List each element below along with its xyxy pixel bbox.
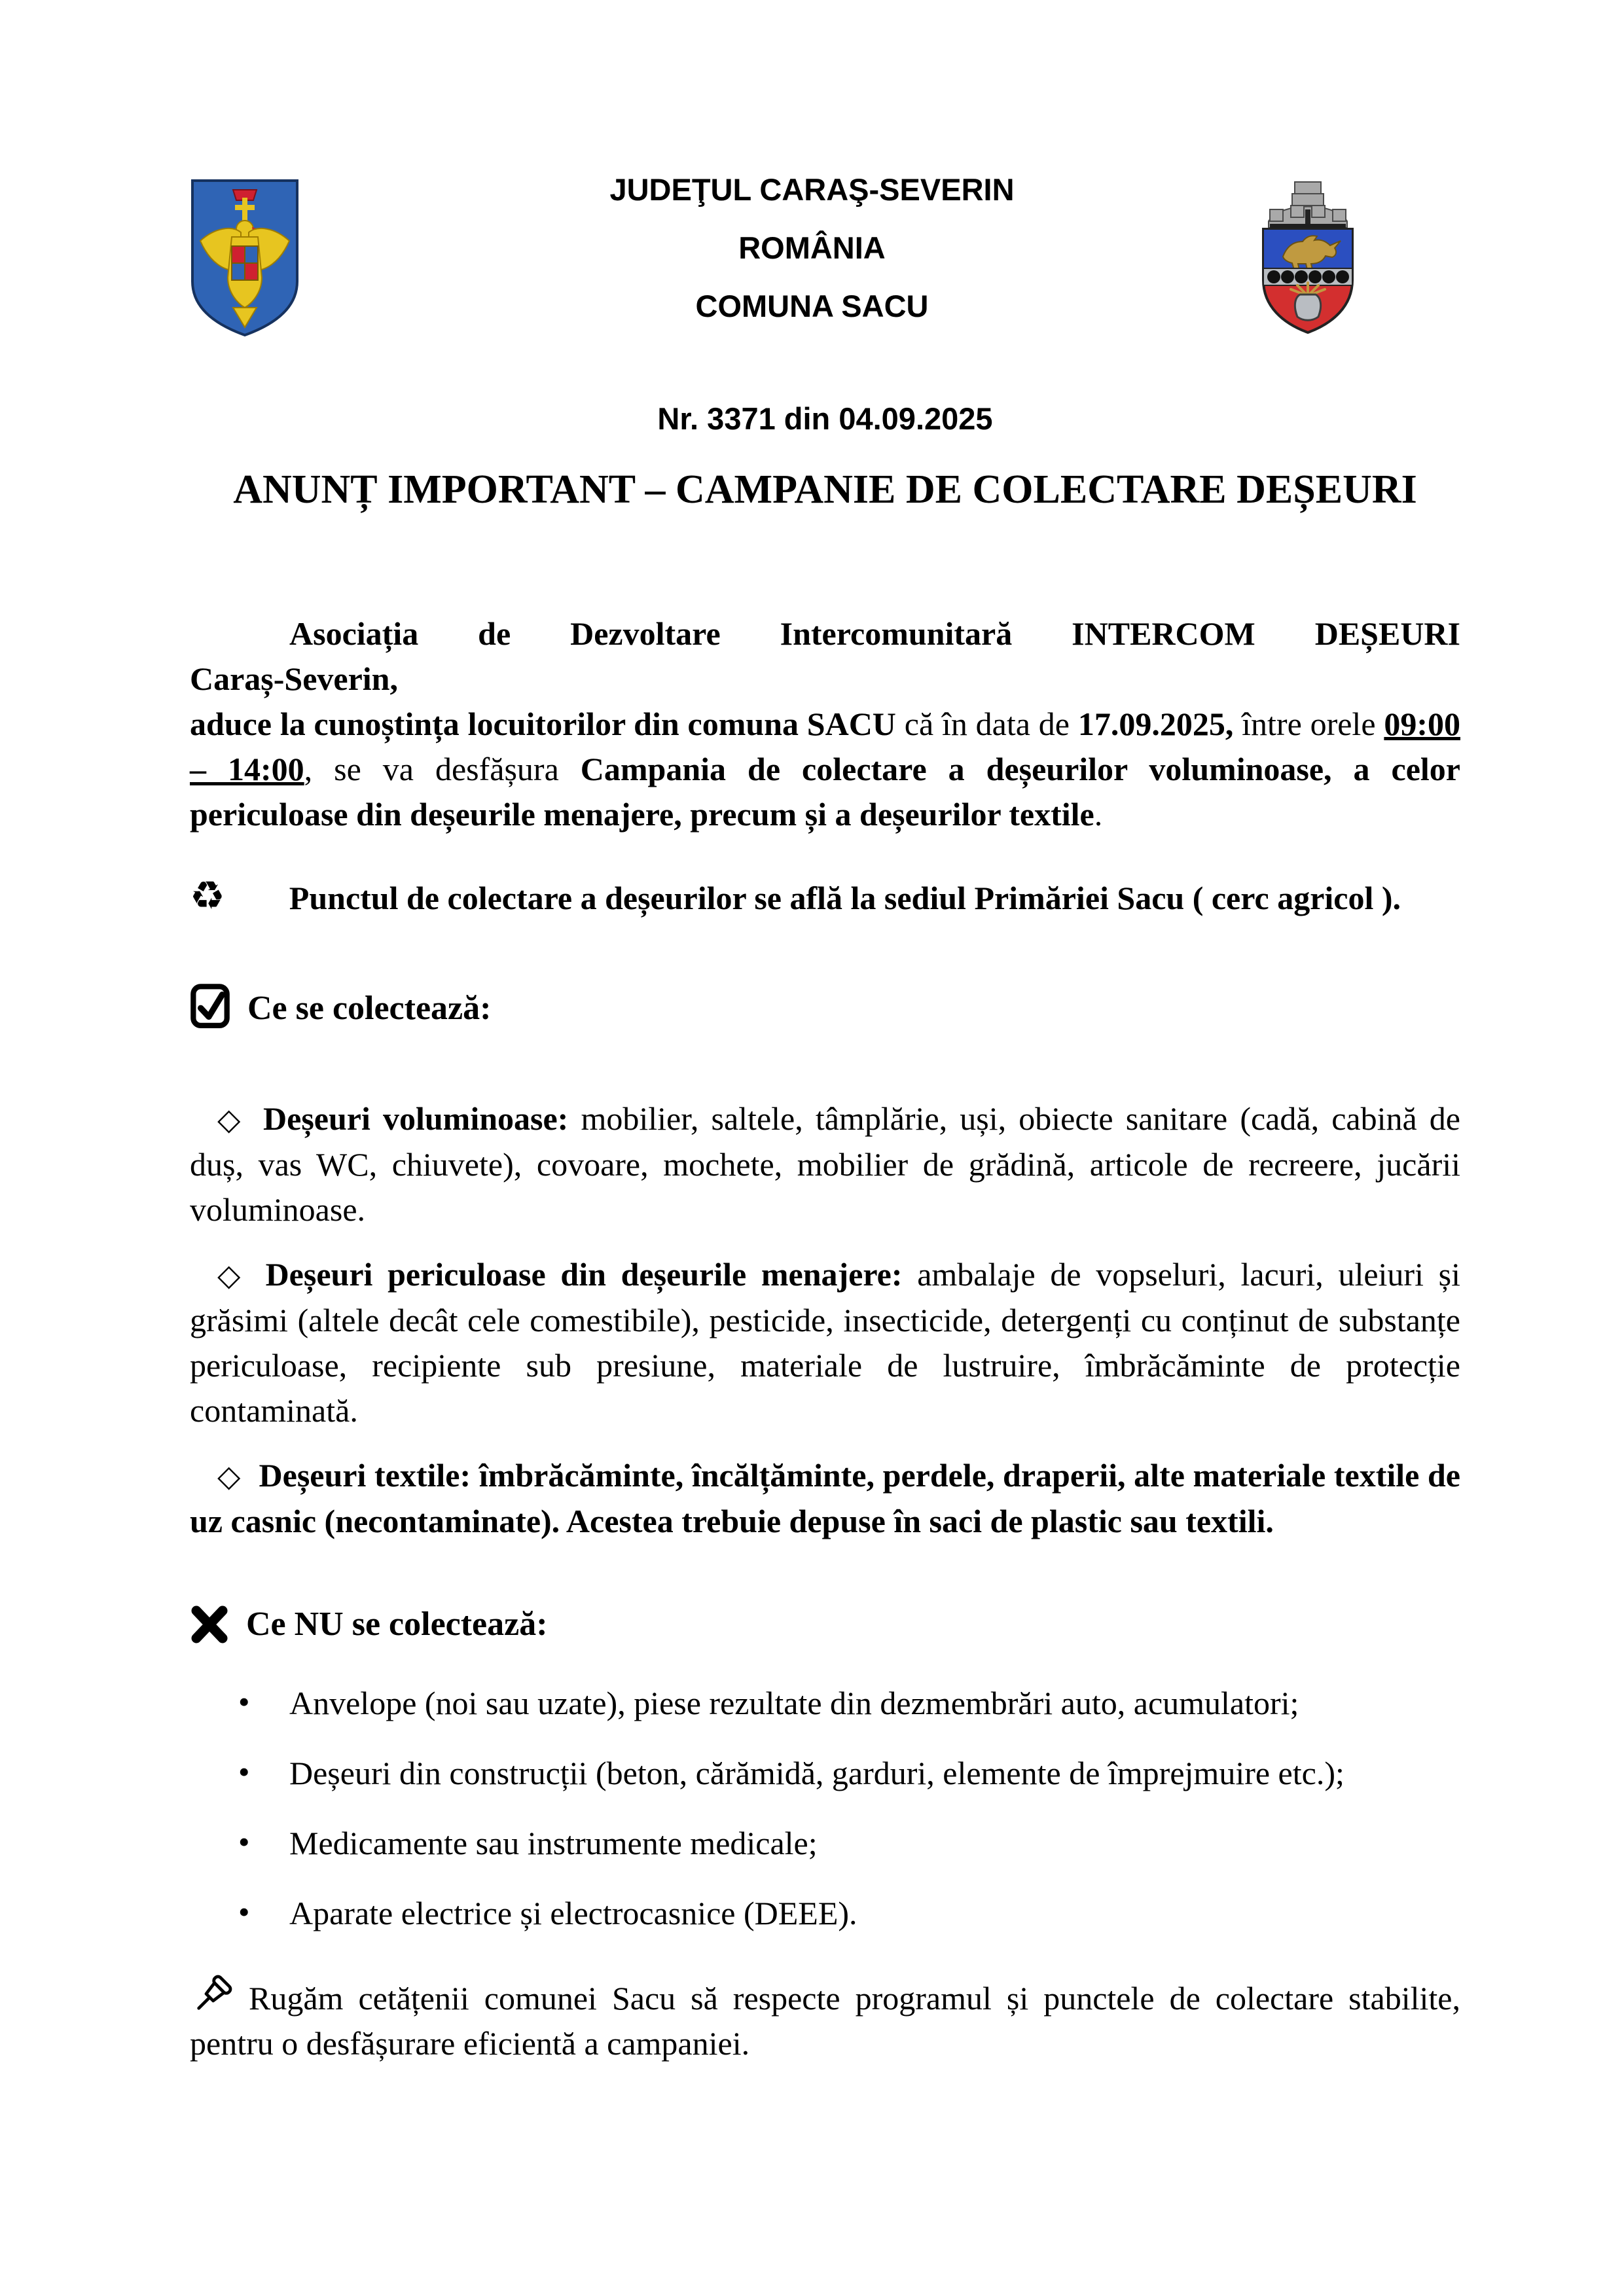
collected-heading [190,978,1460,1031]
item-label: Deșeuri textile: [259,1457,471,1494]
list-item-text: Deșeuri din construcții (beton, cărămidă, garduri, elemente de împrejmuire etc.); [289,1755,1344,1791]
intro-text: , se va desfășura [304,751,581,787]
not-collected-heading [190,1602,1460,1647]
document-title: ANUNȚ IMPORTANT – CAMPANIE DE COLECTARE DEȘEURI [233,467,1417,512]
header-country: ROMÂNIA [738,230,886,265]
pushpin-icon [190,1974,233,2017]
intro-text: . [1094,796,1103,833]
item-text: mobilier, saltele, tâmplărie, uși, obiecte sanitare (cadă, cabină de duș, vas WC, chiuvete), covoare, mochete, mobilier de grădină, articole de recreere, jucării voluminoase. [190,1100,1460,1228]
not-collected-list [190,1681,1460,1936]
list-item [190,1821,1460,1866]
document-header [0,171,1624,346]
collected-heading-text: Ce se colectează: [247,990,492,1027]
collect-item-textile [190,1453,1460,1544]
list-item-text: Anvelope (noi sau uzate), piese rezultate din dezmembrări auto, acumulatori; [289,1685,1299,1721]
diamond-bullet-icon: ◇ [217,1257,247,1293]
campaign-name: Campania de colectare a deșeurilor voluminoase, a celor periculoase din deșeurile menajere, precum și a deșeurilor textile [190,751,1461,833]
campaign-hours: 09:00 – 14:00 [190,706,1461,787]
intro-text: între orele [1233,706,1384,742]
recycle-icon: ♻ [190,873,225,919]
bullet-icon: • [238,1893,250,1930]
sacu-coat-of-arms-icon [1254,181,1362,336]
header-commune: COMUNA SACU [695,289,929,323]
closing-text: Rugăm cetățenii comunei Sacu să respecte programul și punctele de colectare stabilite, pentru o desfășurare eficientă a campaniei. [190,1980,1460,2062]
document-body [190,401,1460,2066]
list-item [190,1891,1460,1936]
bullet-icon: • [238,1753,250,1790]
item-text: îmbrăcăminte, încălțăminte, perdele, draperii, alte materiale textile de uz casnic (necontaminate). Acestea trebuie depuse în saci de plastic sau textili. [190,1457,1460,1539]
registration-number: Nr. 3371 din 04.09.2025 [657,401,993,436]
header-county: JUDEŢUL CARAŞ-SEVERIN [609,172,1015,207]
list-item [190,1681,1460,1726]
checkbox-checked-icon [190,978,230,1028]
intro-county: Caraș-Severin, [190,660,398,697]
intro-paragraph [190,656,1460,837]
bullet-icon: • [238,1683,250,1720]
not-collected-heading-text: Ce NU se colectează: [246,1605,548,1643]
collect-item-hazardous [190,1252,1460,1433]
item-label: Deșeuri voluminoase: [263,1100,569,1137]
diamond-bullet-icon: ◇ [217,1458,241,1494]
diamond-bullet-icon: ◇ [217,1102,245,1137]
intro-announce: aduce la cunoștința locuitorilor din comuna SACU [190,706,896,742]
intro-line-association: Asociația de Dezvoltare Intercomunitară INTERCOM DEȘEURI [289,615,1460,652]
bullet-icon: • [238,1823,250,1860]
list-item-text: Medicamente sau instrumente medicale; [289,1825,818,1861]
cross-icon [190,1605,229,1644]
list-item-text: Aparate electrice și electrocasnice (DEEE). [289,1895,857,1931]
campaign-date: 17.09.2025, [1077,706,1234,742]
list-item [190,1751,1460,1796]
item-text: ambalaje de vopseluri, lacuri, uleiuri și grăsimi (altele decât cele comestibile), pesticide, insecticide, detergenți cu conținut de substanțe periculoase, recipiente sub presiune, materiale de lustruire, îmbrăcăminte de protecție contaminată. [190,1256,1460,1429]
intro-text: că în data de [895,706,1078,742]
collection-point-text: Punctul de colectare a deșeurilor se află la sediul Primăriei Sacu ( cerc agricol ). [289,880,1401,916]
item-label: Deșeuri periculoase din deșeurile menajere: [265,1256,903,1293]
collect-item-voluminous [190,1096,1460,1232]
collection-point-paragraph [190,874,1460,921]
closing-paragraph [190,1974,1460,2066]
